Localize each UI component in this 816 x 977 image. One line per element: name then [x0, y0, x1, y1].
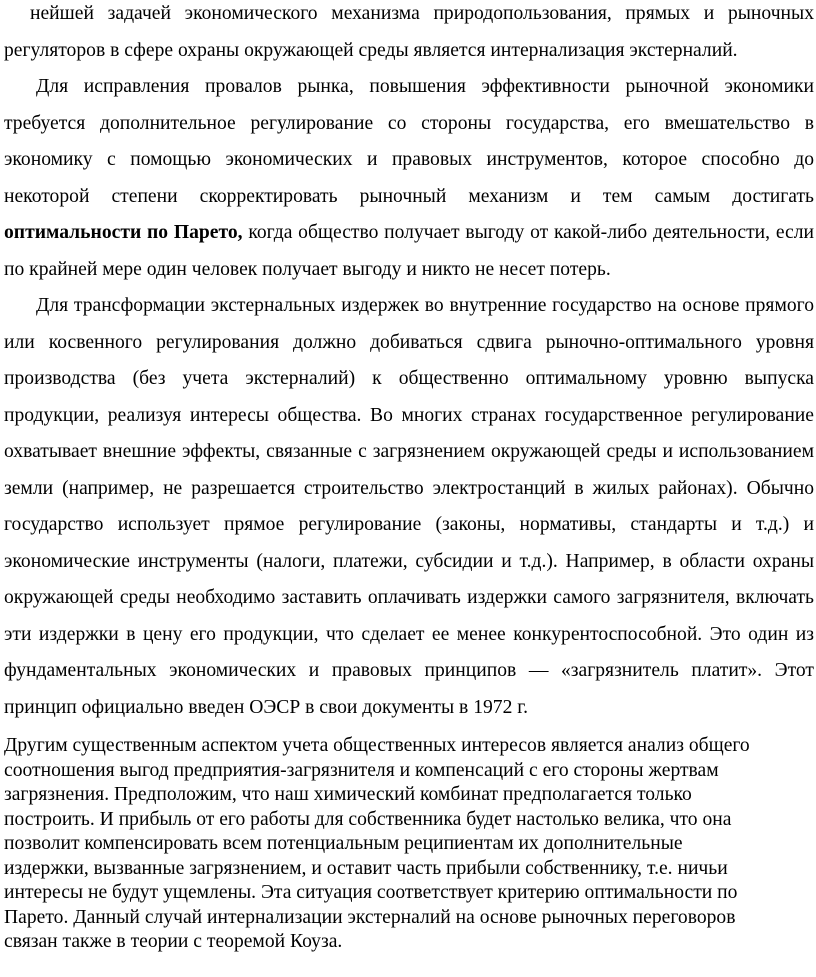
paragraph-text-after-bold: когда общество получает выгоду от какой-либо деятельности, если по крайней мере один человек получает выгоду и никто не несет потерь. — [4, 222, 814, 280]
paragraph-line: позволит компенсировать всем потенциальным реципиентам их дополнительные — [4, 833, 683, 854]
paragraph-continuation: нейшей задачей экономического механизма природопользования, прямых и рыночных регуляторов в сфере охраны окружающей среды является интернализация экстерналий. — [4, 3, 814, 61]
paragraph-social-interests — [0, 734, 816, 955]
paragraph-line: соотношения выгод предприятия-загрязнителя и компенсаций с его стороны жертвам — [4, 759, 719, 781]
paragraph-line: связан также в теории с теоремой Коуза. — [4, 931, 343, 952]
paragraph-line: загрязнения. Предположим, что наш химический комбинат предполагается только — [4, 784, 692, 805]
paragraph-line: издержки, вызванные загрязнением, и оставит часть прибыли собственнику, т.е. ничьи — [4, 857, 728, 879]
paragraph-externalities-transformation: Для трансформации экстернальных издержек во внутренние государство на основе прямого или косвенного регулирования должно добиваться сдвига рыночно-оптимального уровня производства (без учета экстерналий) к общественно оптимальному уровню выпуска продукции, реализуя интересы общества. Во многих странах государственное регулирование охватывает внешние эффекты, связанные с загрязнением окружающей среды и использованием земли (например, не разрешается строительство электростанций в жилых районах). Обычно государство использует прямое регулирование (законы, нормативы, стандарты и т.д.) и экономические инструменты (налоги, платежи, субсидии и т.д.). Например, в области охраны окружающей среды необходимо заставить оплачивать издержки самого загрязнителя, включать эти издержки в цену его продукции, что сделает ее менее конкурентоспособной. Это один из фундаментальных экономических и правовых принципов — «загрязнитель платит». Этот принцип официально введен ОЭСР в свои документы в 1972 г. — [4, 295, 814, 718]
paragraph-line: интересы не будут ущемлены. Эта ситуация соответствует критерию оптимальности по — [4, 882, 738, 903]
pareto-optimality-term: оптимальности по Парето, — [4, 222, 243, 243]
paragraph-text-before-bold: Для исправления провалов рынка, повышения эффективности рыночной экономики требуется дополнительное регулирование со стороны государства, его вмешательство в экономику с помощью экономических и правовых инструментов, которое способно до некоторой степени скорректировать рыночный механизм и тем самым достигать — [4, 76, 814, 207]
paragraph-line: построить. И прибыль от его работы для собственника будет настолько велика, что она — [4, 808, 732, 830]
paragraph-line: Парето. Данный случай интернализации экстерналий на основе рыночных переговоров — [4, 906, 736, 928]
paragraph-market-failures — [0, 69, 816, 288]
paragraph-line: Другим существенным аспектом учета общественных интересов является анализ общего — [4, 735, 750, 756]
